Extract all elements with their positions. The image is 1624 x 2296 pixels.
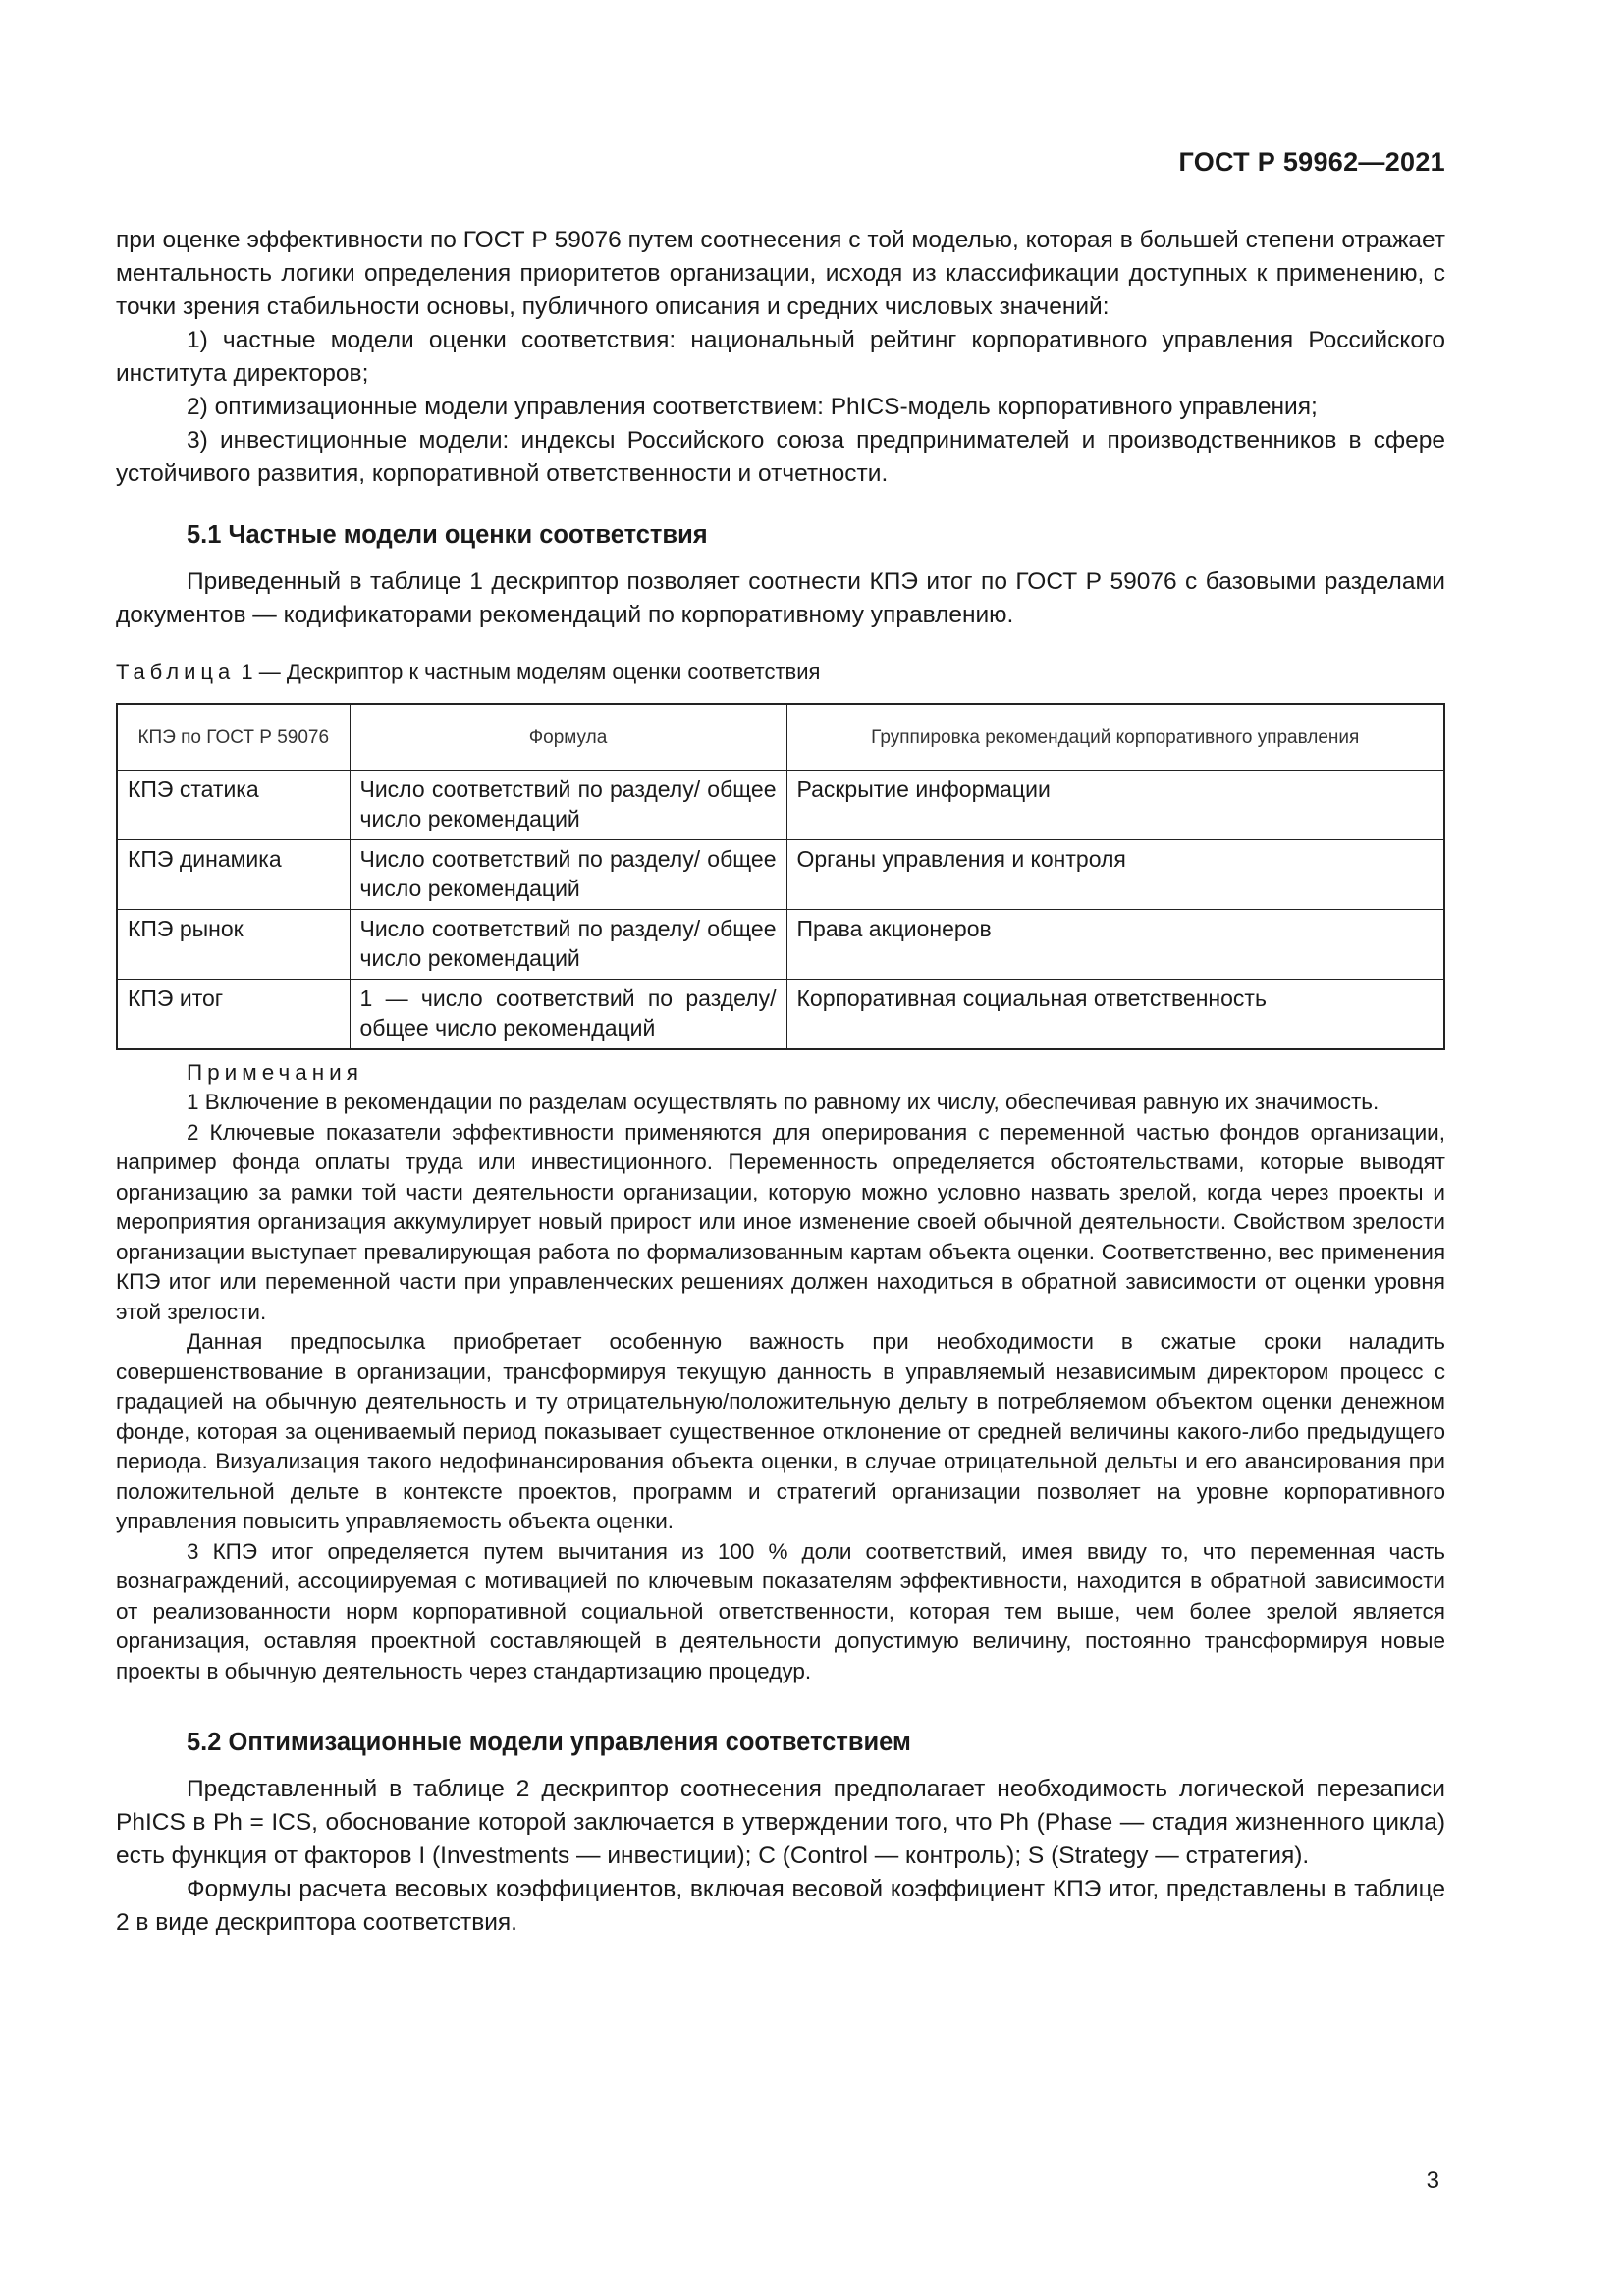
section-5-1-paragraph: Приведенный в таблице 1 дескриптор позволяет соотнести КПЭ итог по ГОСТ Р 59076 с базовыми разделами документов — кодификаторами рекомендаций по корпоративному управлению. <box>116 568 1445 628</box>
header-cell-formula: Формула <box>350 704 786 771</box>
table-cell: КПЭ итог <box>117 980 350 1049</box>
table-cell: Число соответствий по разделу/ общее число рекомендаций <box>350 910 786 980</box>
table-notes <box>116 1058 1445 1687</box>
table-cell: Органы управления и контроля <box>786 840 1444 910</box>
table-caption-label: Таблица <box>116 660 236 684</box>
table-1 <box>116 703 1445 1050</box>
note-2: 2 Ключевые показатели эффективности применяются для оперирования с переменной частью фондов организации, например фонда оплаты труда или инвестиционного. Переменность определяется обстоятельствами, которые выводят организацию за рамки той части деятельности организации, которую можно условно назвать зрелой, когда через проекты и мероприятия организация аккумулирует новый прирост или иное изменение своей обычной деятельности. Свойством зрелости организации выступает превалирующая работа по формализованным картам объекта оценки. Соответственно, вес применения КПЭ итог или переменной части при управленческих решениях должен находиться в обратной зависимости от оценки уровня этой зрелости. <box>116 1119 1445 1324</box>
table-cell: Корпоративная социальная ответственность <box>786 980 1444 1049</box>
section-5-2-heading: 5.2 Оптимизационные модели управления соответствием <box>187 1729 911 1756</box>
table-cell: КПЭ динамика <box>117 840 350 910</box>
header-cell-kpe: КПЭ по ГОСТ Р 59076 <box>117 704 350 771</box>
table-row <box>117 980 1444 1049</box>
table-cell: Раскрытие информации <box>786 771 1444 840</box>
header-cell-grouping: Группировка рекомендаций корпоративного управления <box>786 704 1444 771</box>
section-5-2-paragraph-2: Формулы расчета весовых коэффициентов, включая весовой коэффициент КПЭ итог, представлены в таблице 2 в виде дескриптора соответствия. <box>116 1876 1445 1936</box>
intro-paragraph: при оценке эффективности по ГОСТ Р 59076 путем соотнесения с той моделью, которая в большей степени отражает ментальность логики определения приоритетов организации, исходя из классификации доступных к применению, с точки зрения стабильности основы, публичного описания и средних числовых значений: <box>116 227 1445 320</box>
page-content <box>116 224 1445 1940</box>
table-caption-text: 1 — Дескриптор к частным моделям оценки соответствия <box>235 660 821 684</box>
list-item-3: 3) инвестиционные модели: индексы Российского союза предпринимателей и производственников в сфере устойчивого развития, корпоративной ответственности и отчетности. <box>116 427 1445 487</box>
table-cell: Число соответствий по разделу/ общее число рекомендаций <box>350 771 786 840</box>
note-3: 3 КПЭ итог определяется путем вычитания из 100 % доли соответствий, имея ввиду то, что переменная часть вознаграждений, ассоциируемая с мотивацией по ключевым показателям эффективности, находится в обратной зависимости от реализованности норм корпоративной социальной ответственности, которая тем выше, чем более зрелой является организация, оставляя проектной составляющей в деятельности допустимую величину, постоянно трансформируя новые проекты в обычную деятельность через стандартизацию процедур. <box>116 1538 1445 1683</box>
section-5-1-heading: 5.1 Частные модели оценки соответствия <box>187 521 708 549</box>
table-header-row <box>117 704 1444 771</box>
note-1: 1 Включение в рекомендации по разделам осуществлять по равному их числу, обеспечивая равную их значимость. <box>187 1090 1380 1114</box>
table-row <box>117 771 1444 840</box>
list-item-1: 1) частные модели оценки соответствия: национальный рейтинг корпоративного управления Российского института директоров; <box>116 327 1445 387</box>
table-cell: КПЭ статика <box>117 771 350 840</box>
table-1-caption <box>116 658 1445 687</box>
section-5-2-paragraph-1: Представленный в таблице 2 дескриптор соотнесения предполагает необходимость логической перезаписи PhICS в Ph = ICS, обоснование которой заключается в утверждении того, что Ph (Phase — стадия жизненного цикла) есть функция от факторов I (Investments — инвестиции); C (Control — контроль); S (Strategy — стратегия). <box>116 1776 1445 1869</box>
standard-header: ГОСТ Р 59962—2021 <box>1178 147 1445 177</box>
page-number: 3 <box>1426 2167 1439 2194</box>
table-cell: Права акционеров <box>786 910 1444 980</box>
note-2-continued: Данная предпосылка приобретает особенную важность при необходимости в сжатые сроки наладить совершенствование в организации, трансформируя текущую данность в управляемый независимым директором процесс с градацией на обычную деятельность и ту отрицательную/положительную дельту в потребляемом объектом оценки денежном фонде, которая за оцениваемый период показывает существенное отклонение от средней величины какого-либо предыдущего периода. Визуализация такого недофинансирования объекта оценки, в случае отрицательной дельты и его авансирования при положительной дельте в контексте проектов, программ и стратегий организации позволяет на уровне корпоративного управления повысить управляемость объекта оценки. <box>116 1329 1445 1533</box>
table-cell: Число соответствий по разделу/ общее число рекомендаций <box>350 840 786 910</box>
table-cell: 1 — число соответствий по разделу/ общее число рекомендаций <box>350 980 786 1049</box>
notes-title: Примечания <box>187 1059 363 1085</box>
list-item-2: 2) оптимизационные модели управления соответствием: PhICS-модель корпоративного управления; <box>187 394 1318 420</box>
table-row <box>117 840 1444 910</box>
table-cell: КПЭ рынок <box>117 910 350 980</box>
table-row <box>117 910 1444 980</box>
